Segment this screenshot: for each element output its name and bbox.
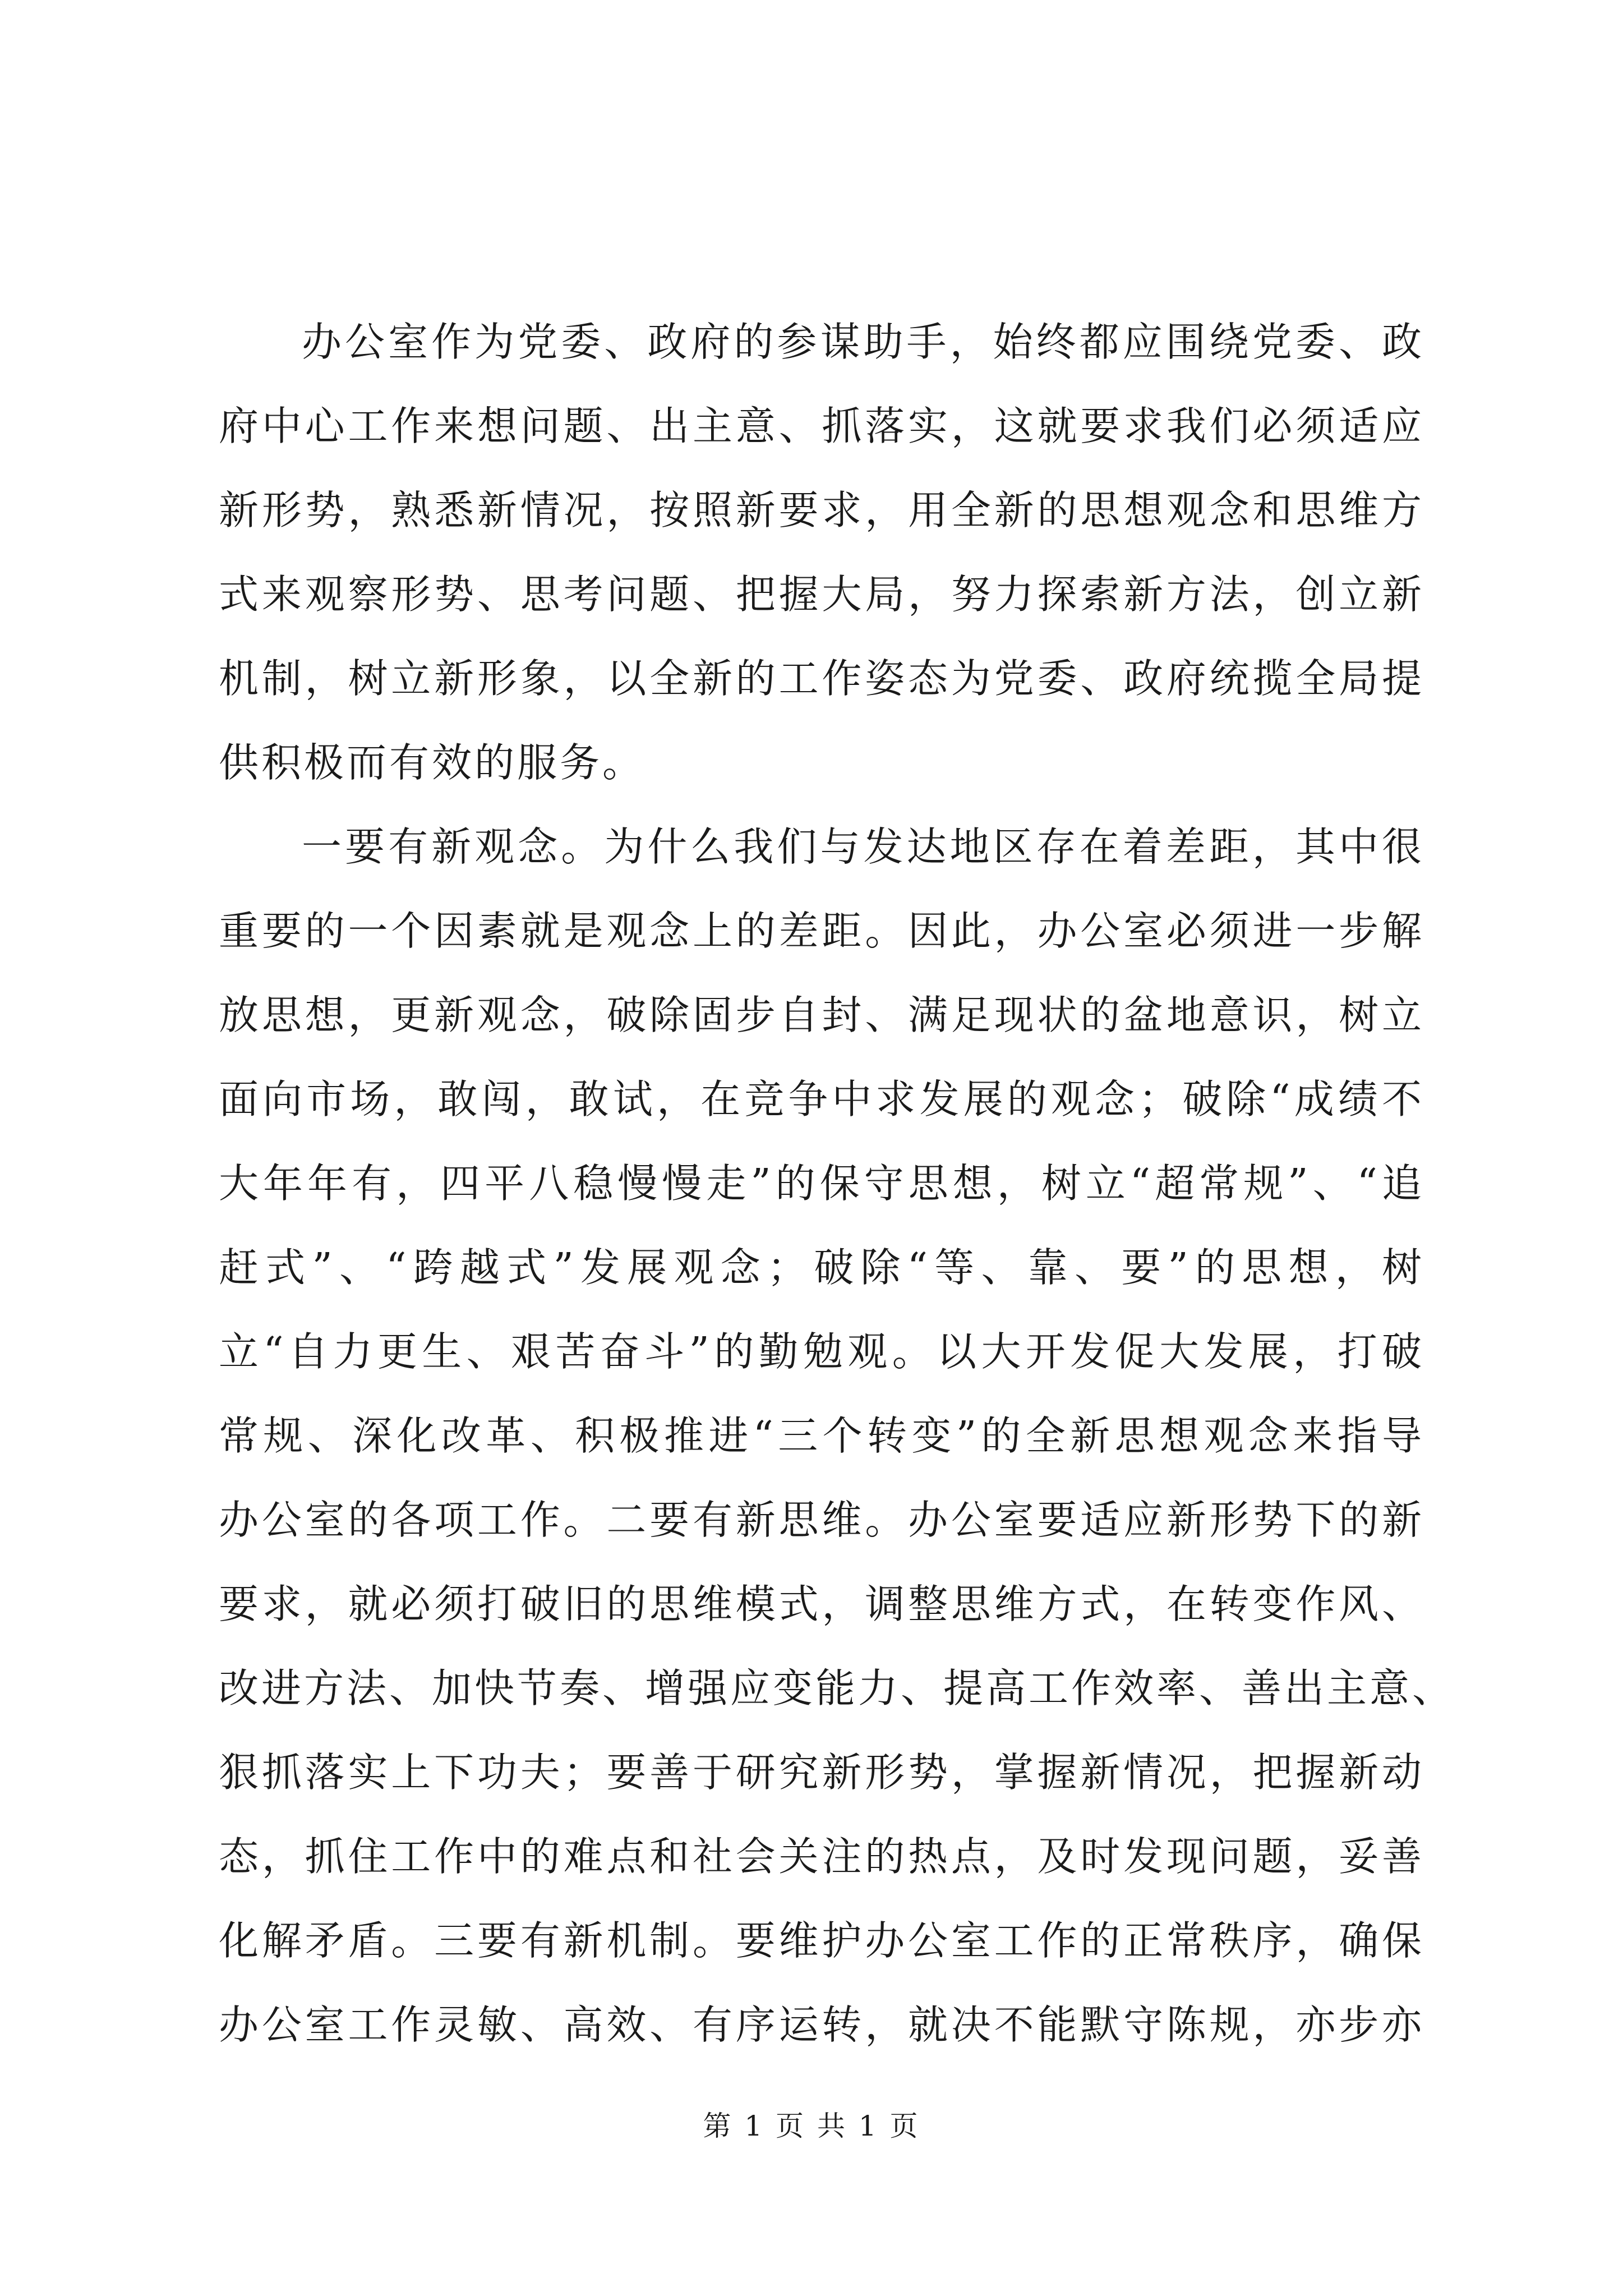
text-line: 改进方法、加快节奏、增强应变能力、提高工作效率、善出主意、: [219, 1665, 1455, 1711]
text-line: 化解矛盾。三要有新机制。要维护办公室工作的正常秩序，确保: [219, 1917, 1424, 1964]
text-line: 重要的一个因素就是观念上的差距。因此，办公室必须进一步解: [219, 908, 1424, 954]
text-line: 府中心工作来想问题、出主意、抓落实，这就要求我们必须适应: [219, 403, 1424, 449]
text-line: 办公室工作灵敏、高效、有序运转，就决不能默守陈规，亦步亦: [219, 2001, 1424, 2048]
page-number-footer: 第 1 页 共 1 页: [703, 2110, 920, 2142]
text-line: 新形势，熟悉新情况，按照新要求，用全新的思想观念和思维方: [219, 487, 1424, 533]
text-line: 要求，就必须打破旧的思维模式，调整思维方式，在转变作风、: [219, 1581, 1424, 1627]
text-line: 放思想，更新观念，破除固步自封、满足现状的盆地意识，树立: [219, 992, 1424, 1038]
text-line: 狠抓落实上下功夫；要善于研究新形势，掌握新情况，把握新动: [219, 1749, 1424, 1796]
text-line: 办公室的各项工作。二要有新思维。办公室要适应新形势下的新: [219, 1497, 1424, 1543]
text-line: 式来观察形势、思考问题、把握大局，努力探索新方法，创立新: [219, 571, 1424, 618]
text-line: 常规、深化改革、积极推进“三个转变”的全新思想观念来指导: [219, 1412, 1424, 1459]
paragraph-main: [219, 805, 1455, 2067]
text-line: 赶式”、“跨越式”发展观念；破除“等、靠、要”的思想，树: [219, 1244, 1424, 1291]
text-line: 办公室作为党委、政府的参谋助手，始终都应围绕党委、政: [302, 319, 1424, 365]
text-line: 立“自力更生、艰苦奋斗”的勤勉观。以大开发促大发展，打破: [219, 1328, 1424, 1375]
text-line: 一要有新观念。为什么我们与发达地区存在着差距，其中很: [302, 823, 1424, 870]
text-line: 面向市场，敢闯，敢试，在竞争中求发展的观念；破除“成绩不: [219, 1076, 1424, 1122]
text-line: 大年年有，四平八稳慢慢走”的保守思想，树立“超常规”、“追: [219, 1160, 1424, 1207]
text-line: 态，抓住工作中的难点和社会关注的热点，及时发现问题，妥善: [219, 1833, 1424, 1880]
document-body: [219, 300, 1455, 2067]
text-line: 机制，树立新形象，以全新的工作姿态为党委、政府统揽全局提: [219, 655, 1424, 702]
text-line: 供积极而有效的服务。: [219, 739, 645, 786]
paragraph-intro: [219, 300, 1424, 805]
